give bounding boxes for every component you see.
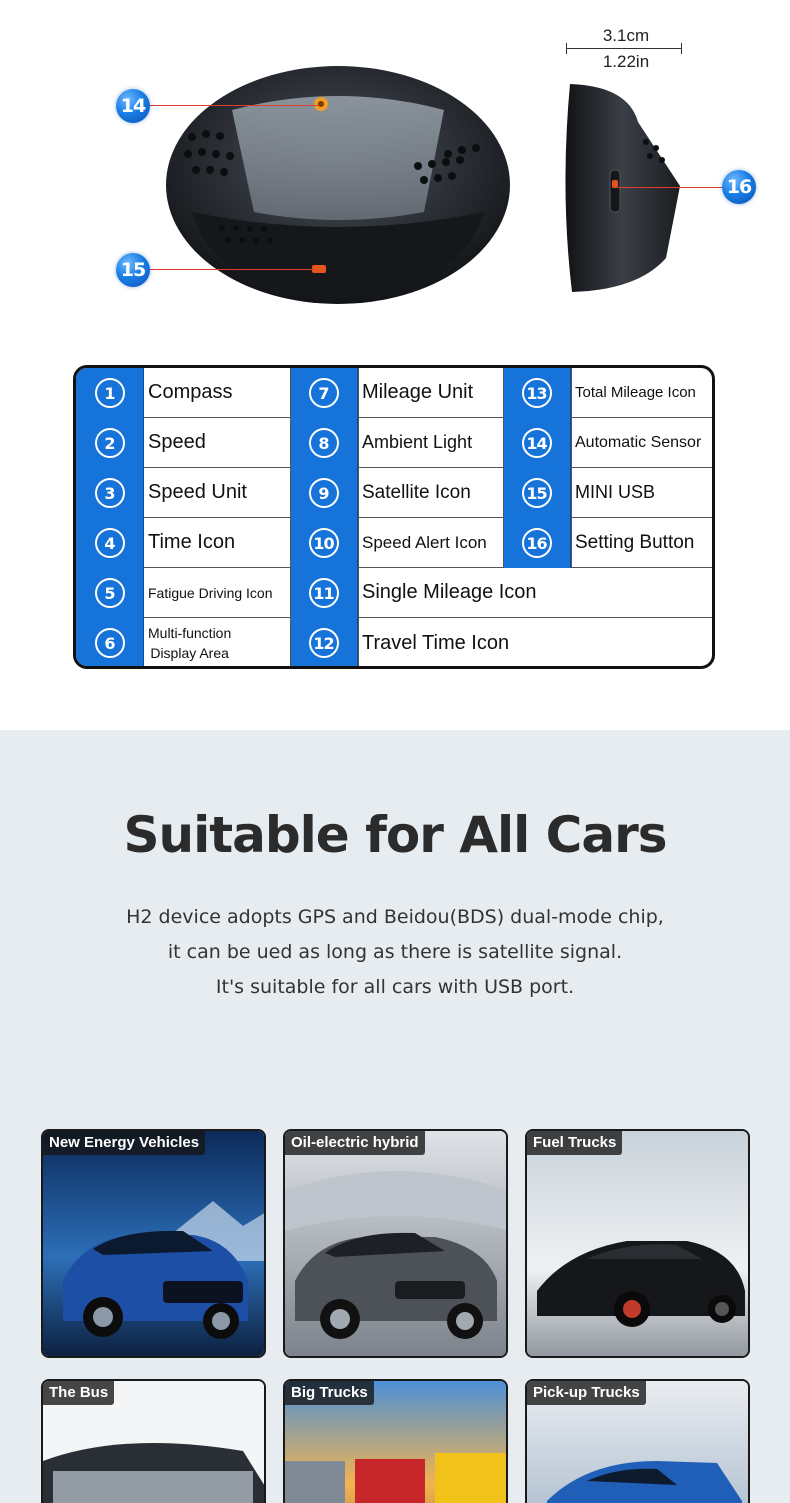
suitable-section xyxy=(0,730,790,1503)
legend-number-4 xyxy=(76,518,144,568)
vehicle-card-pickup xyxy=(525,1379,750,1503)
dimension-line xyxy=(566,48,682,49)
legend-label-8: Ambient Light xyxy=(358,418,503,468)
section-desc-line-1: H2 device adopts GPS and Beidou(BDS) dual-mode chip, xyxy=(126,906,664,928)
section-desc-line-2: it can be ued as long as there is satellite signal. xyxy=(167,941,623,963)
legend-number-2 xyxy=(76,418,144,468)
blue-suv-image xyxy=(43,1131,266,1358)
legend-number-badge: 12 xyxy=(309,628,339,658)
vehicle-card-new-energy xyxy=(41,1129,266,1358)
device-front-image xyxy=(162,62,514,308)
legend-number-badge: 16 xyxy=(522,528,552,558)
legend-column-separator xyxy=(571,368,572,568)
dimension-inch: 1.22in xyxy=(602,52,650,71)
legend-label-16: Setting Button xyxy=(571,518,712,568)
legend-number-badge: 8 xyxy=(309,428,339,458)
legend-number-5 xyxy=(76,568,144,618)
device-side-image xyxy=(558,82,686,294)
callout-badge-15: 15 xyxy=(116,253,150,287)
legend-number-8 xyxy=(290,418,358,468)
callout-line-16 xyxy=(618,187,722,188)
legend-number-badge: 5 xyxy=(95,578,125,608)
legend-number-16 xyxy=(503,518,571,568)
legend-number-6 xyxy=(76,618,144,668)
legend-number-12 xyxy=(290,618,358,668)
legend-number-badge: 1 xyxy=(95,378,125,408)
dimension-cm: 3.1cm xyxy=(602,26,650,45)
product-diagram xyxy=(0,0,790,730)
vehicle-card-hybrid xyxy=(283,1129,508,1358)
section-desc-line-3: It's suitable for all cars with USB port. xyxy=(215,976,575,998)
callout-badge-16: 16 xyxy=(722,170,756,204)
vehicle-label: Big Trucks xyxy=(285,1381,374,1405)
vehicle-card-fuel xyxy=(525,1129,750,1358)
legend-label-4: Time Icon xyxy=(144,518,290,568)
legend-label-12: Travel Time Icon xyxy=(362,631,510,654)
vehicle-label: Fuel Trucks xyxy=(527,1131,622,1155)
vehicle-label: Oil-electric hybrid xyxy=(285,1131,425,1155)
legend-label-15: MINI USB xyxy=(571,468,712,518)
legend-number-badge: 7 xyxy=(309,378,339,408)
grey-sedan-image xyxy=(285,1131,508,1358)
legend-number-13 xyxy=(503,368,571,418)
legend-table xyxy=(73,365,715,669)
callout-line-14 xyxy=(150,105,318,106)
legend-number-1 xyxy=(76,368,144,418)
legend-number-badge: 10 xyxy=(309,528,339,558)
legend-label-5: Fatigue Driving Icon xyxy=(144,568,290,618)
legend-number-badge: 14 xyxy=(522,428,552,458)
legend-label-2: Speed xyxy=(144,418,290,468)
legend-label-6: Multi-function Display Area xyxy=(148,625,232,661)
legend-label-14: Automatic Sensor xyxy=(571,418,712,468)
legend-number-10 xyxy=(290,518,358,568)
vehicle-label: Pick-up Trucks xyxy=(527,1381,646,1405)
legend-column-separator xyxy=(290,368,291,666)
legend-number-badge: 15 xyxy=(522,478,552,508)
legend-number-14 xyxy=(503,418,571,468)
legend-number-badge: 13 xyxy=(522,378,552,408)
vehicle-card-bus xyxy=(41,1379,266,1503)
legend-number-badge: 6 xyxy=(95,628,125,658)
legend-number-11 xyxy=(290,568,358,618)
legend-label-1: Compass xyxy=(144,368,290,418)
black-coupe-image xyxy=(527,1131,750,1358)
legend-label-11: Single Mileage Icon xyxy=(358,568,712,618)
legend-number-badge: 2 xyxy=(95,428,125,458)
vehicle-label: The Bus xyxy=(43,1381,114,1405)
legend-label-9: Satellite Icon xyxy=(358,468,503,518)
legend-label-13: Total Mileage Icon xyxy=(571,368,712,418)
legend-number-3 xyxy=(76,468,144,518)
callout-badge-14: 14 xyxy=(116,89,150,123)
legend-number-badge: 4 xyxy=(95,528,125,558)
legend-column-separator xyxy=(358,368,359,666)
legend-number-badge: 11 xyxy=(309,578,339,608)
legend-column-separator xyxy=(503,368,504,568)
callout-line-15 xyxy=(150,269,314,270)
section-title: Suitable for All Cars xyxy=(123,806,667,864)
legend-number-7 xyxy=(290,368,358,418)
legend-number-15 xyxy=(503,468,571,518)
legend-number-badge: 3 xyxy=(95,478,125,508)
legend-number-9 xyxy=(290,468,358,518)
legend-label-10: Speed Alert Icon xyxy=(358,518,503,568)
vehicle-card-big-trucks xyxy=(283,1379,508,1503)
legend-number-badge: 9 xyxy=(309,478,339,508)
legend-label-7: Mileage Unit xyxy=(358,368,503,418)
vehicle-label: New Energy Vehicles xyxy=(43,1131,205,1155)
legend-label-3: Speed Unit xyxy=(144,468,290,518)
